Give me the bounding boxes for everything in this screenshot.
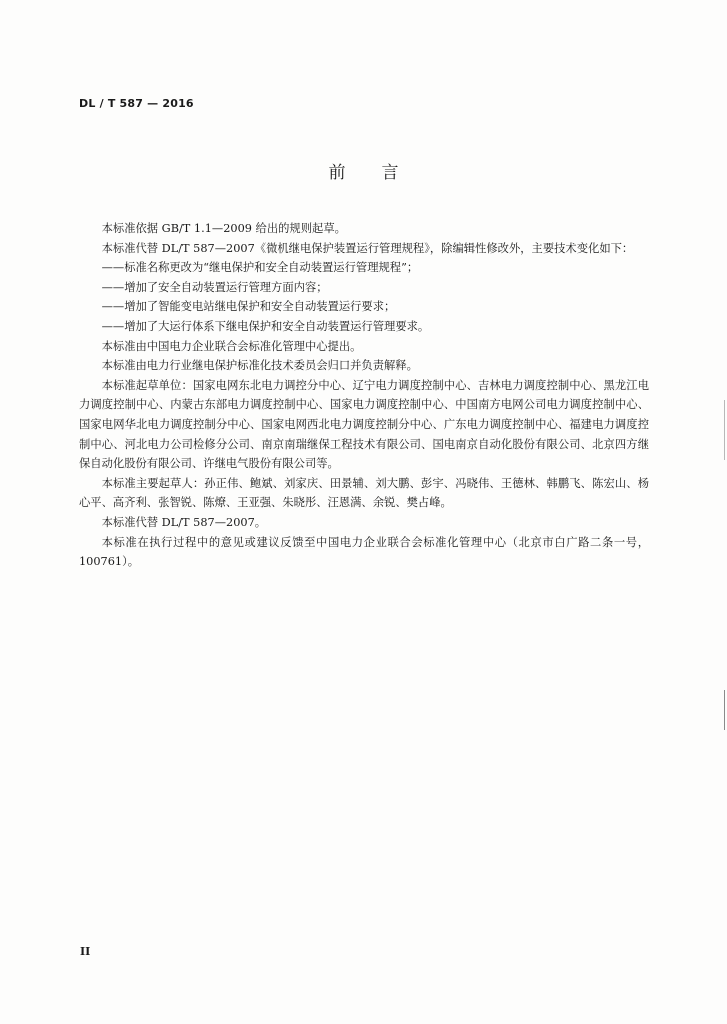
scan-edge-mark	[724, 690, 725, 730]
paragraph-interpretation: 本标准由电力行业继电保护标准化技术委员会归口并负责解释。	[101, 359, 418, 373]
paragraph-replacement: 本标准代替 DL/T 587—2007《微机继电保护装置运行管理规程》，除编辑性修改外，主要技术变化如下：	[101, 241, 634, 255]
change-item: ——标准名称更改为“继电保护和安全自动装置运行管理规程”；	[101, 261, 419, 275]
paragraph-drafters: 本标准主要起草人：孙正伟、鲍斌、刘家庆、田景辅、刘大鹏、彭宇、冯晓伟、王德林、韩鹏飞、陈宏山、杨心平、高齐利、张智锐、陈燎、王亚强、朱晓彤、汪恩满、余锐、樊占峰。	[79, 476, 649, 510]
paragraph-drafting-rules: 本标准依据 GB/T 1.1—2009 给出的规则起草。	[101, 222, 346, 235]
page-number: II	[80, 945, 91, 958]
paragraph-feedback: 本标准在执行过程中的意见或建议反馈至中国电力企业联合会标准化管理中心（北京市白广路二条一号，100761）。	[79, 535, 649, 569]
change-item: ——增加了安全自动装置运行管理方面内容；	[101, 280, 328, 294]
paragraph-proposed-by: 本标准由中国电力企业联合会标准化管理中心提出。	[101, 339, 362, 353]
page-title: 前言	[328, 163, 435, 183]
standard-code-header: DL / T 587 — 2016	[79, 97, 194, 110]
change-item: ——增加了智能变电站继电保护和安全自动装置运行要求；	[101, 300, 396, 314]
foreword-body	[79, 219, 649, 572]
paragraph-drafting-units: 本标准起草单位：国家电网东北电力调控分中心、辽宁电力调度控制中心、吉林电力调度控制中心、黑龙江电力调度控制中心、内蒙古东部电力调度控制中心、国家电力调度控制中心、中国南方电网公司电力调度控制中心、国家电网华北电力调度控制分中心、国家电网西北电力调度控制分中心、广东电力调度控制中心、福建电力调度控制中心、河北电力公司检修分公司、南京南瑞继保工程技术有限公司、国电南京自动化股份有限公司、北京四方继保自动化股份有限公司、许继电气股份有限公司等。	[79, 378, 649, 471]
scan-edge-mark	[724, 400, 725, 460]
paragraph-supersedes: 本标准代替 DL/T 587—2007。	[101, 515, 267, 529]
change-item: ——增加了大运行体系下继电保护和安全自动装置运行管理要求。	[101, 319, 430, 333]
